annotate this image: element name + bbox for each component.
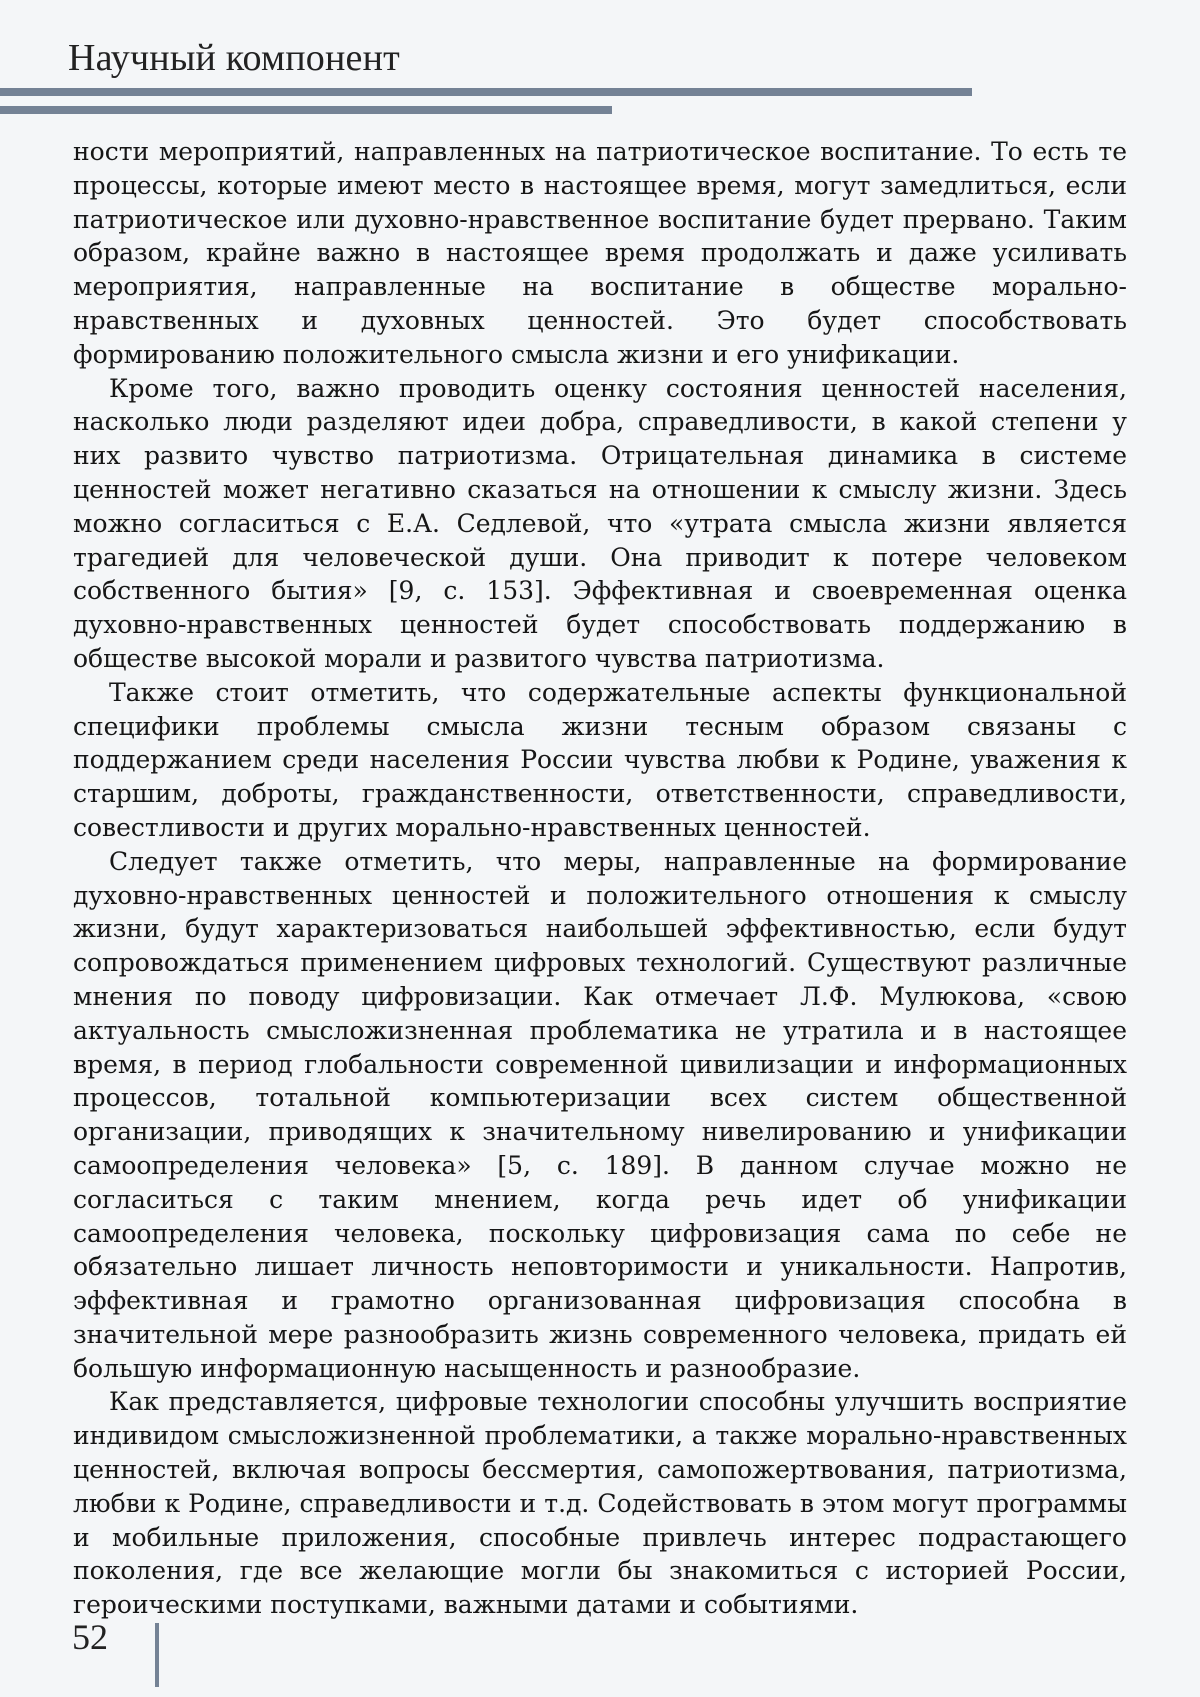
page-number-divider	[155, 1623, 159, 1687]
paragraph: Также стоит отметить, что содержательные аспекты функциональной специфики проблемы смысла жизни тесным образом связаны с поддержанием среди населения России чувства любви к Родине, уважения к старшим, доброты, гражданственности, ответственности, справедливости, совестливости и других морально-нравственных ценностей.	[73, 677, 1127, 842]
paragraph: Кроме того, важно проводить оценку состояния ценностей населения, насколько люди разделяют идеи добра, справедливости, в какой степени у них развито чувство патриотизма. Отрицательная динамика в системе ценностей может негативно сказаться на отношении к смыслу жизни. Здесь можно согласиться с Е.А. Седлевой, что «утрата смысла жизни является трагедией для человеческой души. Она приводит к потере человеком собственного бытия» [9, с. 153]. Эффективная и своевременная оценка духовно-нравственных ценностей будет способствовать поддержанию в обществе высокой морали и развитого чувства патриотизма.	[73, 373, 1127, 673]
running-head-title: Научный компонент	[68, 37, 400, 79]
paragraph: ности мероприятий, направленных на патриотическое воспитание. То есть те процессы, которые имеют место в настоящее время, могут замедлиться, если патриотическое или духовно-нравственное воспитание будет прервано. Таким образом, крайне важно в настоящее время продолжать и даже усиливать мероприятия, направленные на воспитание в обществе морально-нравственных и духовных ценностей. Это будет способствовать формированию положительного смысла жизни и его унификации.	[73, 137, 1127, 369]
paragraph: Следует также отметить, что меры, направленные на формирование духовно-нравственных ценностей и положительного отношения к смыслу жизни, будут характеризоваться наибольшей эффективностью, если будут сопровождаться применением цифровых технологий. Существуют различные мнения по поводу цифровизации. Как отмечает Л.Ф. Мулюкова, «свою актуальность смысложизненная проблематика не утратила и в настоящее время, в период глобальности современной цивилизации и информационных процессов, тотальной компьютеризации всех систем общественной организации, приводящих к значительному нивелированию и унификации самоопределения человека» [5, с. 189]. В данном случае можно не согласиться с таким мнением, когда речь идет об унификации самоопределения человека, поскольку цифровизация сама по себе не обязательно лишает личность неповторимости и уникальности. Напротив, эффективная и грамотно организованная цифровизация способна в значительной мере разнообразить жизнь современного человека, придать ей большую информационную насыщенность и разнообразие.	[73, 846, 1127, 1383]
article-body	[73, 135, 1127, 1622]
header-rule-short	[0, 106, 612, 114]
header-rule-long	[0, 88, 972, 96]
paragraph: Как представляется, цифровые технологии способны улучшить восприятие индивидом смысложизненной проблематики, а также морально-нравственных ценностей, включая вопросы бессмертия, самопожертвования, патриотизма, любви к Родине, справедливости и т.д. Содействовать в этом могут программы и мобильные приложения, способные привлечь интерес подрастающего поколения, где все желающие могли бы знакомиться с историей России, героическими поступками, важными датами и событиями.	[73, 1387, 1127, 1620]
page-number: 52	[72, 1617, 108, 1657]
